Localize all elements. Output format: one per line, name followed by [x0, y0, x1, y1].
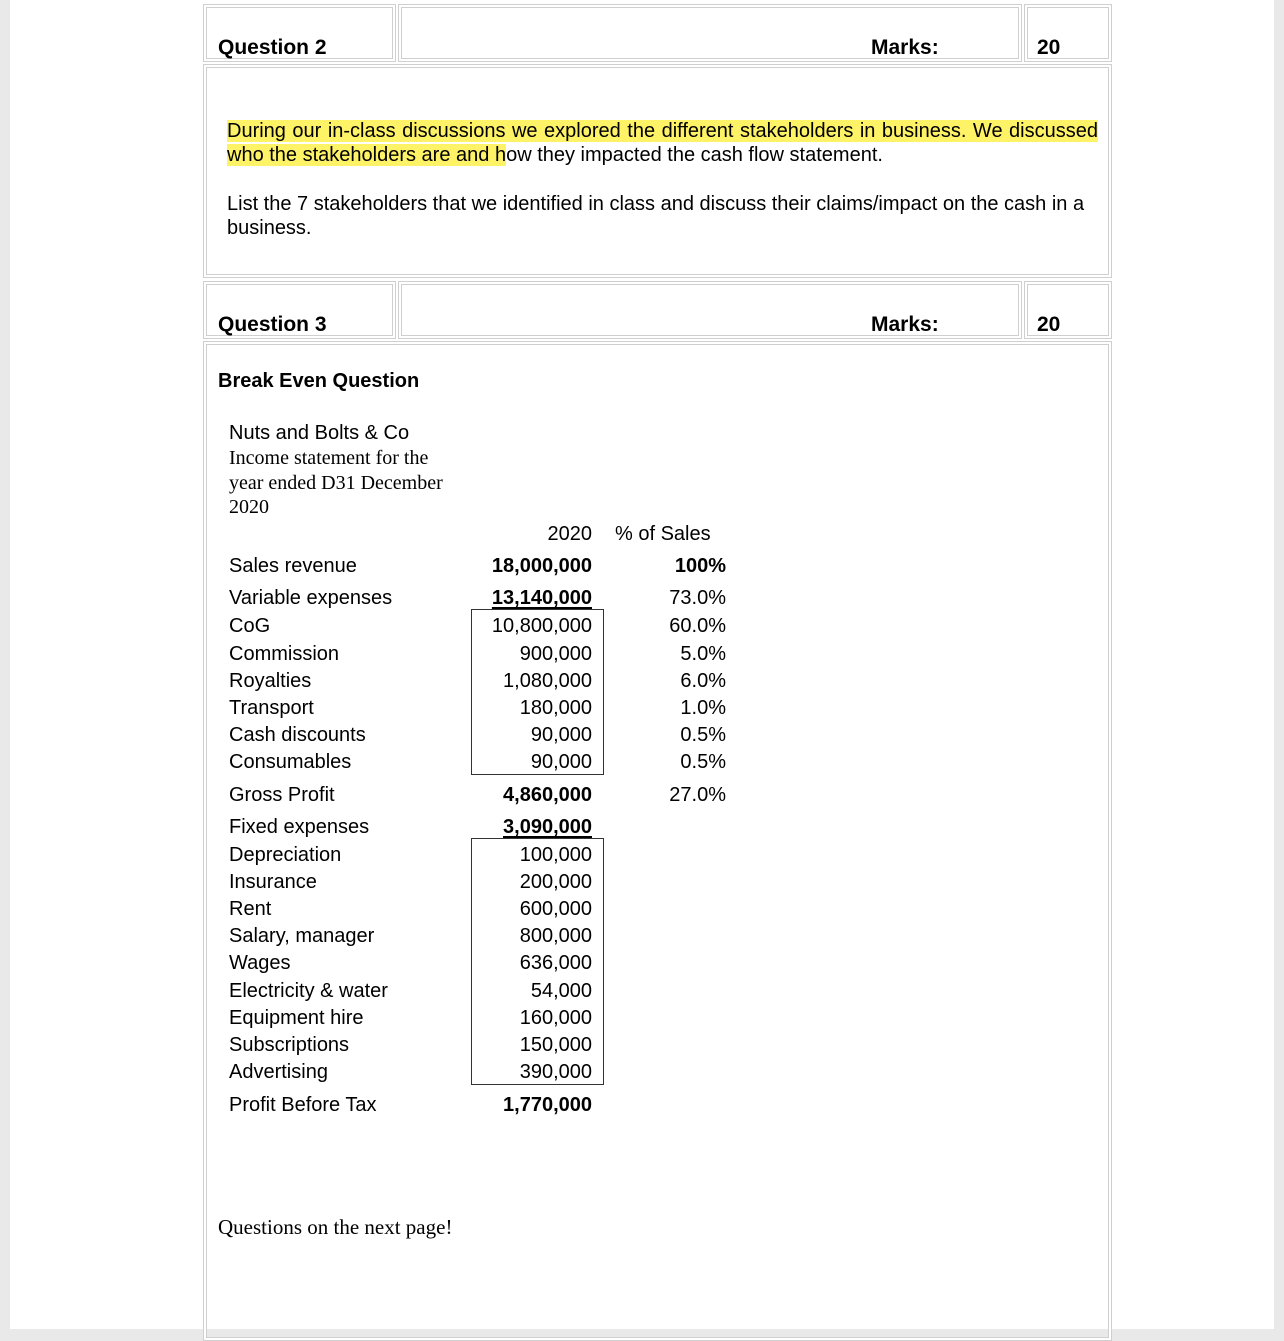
row-pct-royalties: 6.0%	[680, 670, 726, 692]
q2-paragraph-1	[227, 119, 1098, 167]
row-label-salary-manager: Salary, manager	[229, 925, 375, 947]
row-label-advertising: Advertising	[229, 1061, 328, 1083]
q2-marks-value: 20	[1037, 36, 1061, 59]
row-pct-variable-expenses: 73.0%	[669, 587, 726, 609]
row-label-royalties: Royalties	[229, 670, 312, 692]
row-value-commission: 900,000	[519, 643, 592, 665]
row-label-depreciation: Depreciation	[229, 844, 342, 866]
column-header-pct: % of Sales	[615, 523, 711, 545]
row-value-consumables: 90,000	[530, 751, 592, 773]
q2-highlighted-text: During our in-class discussions we explored the different stakeholders in business. We discussed who the stakeholders are and h	[227, 120, 1098, 166]
row-label-commission: Commission	[229, 643, 340, 665]
row-label-insurance: Insurance	[229, 871, 317, 893]
row-value-cog: 10,800,000	[491, 615, 592, 637]
q2-title: Question 2	[218, 36, 327, 59]
footer-note: Questions on the next page!	[218, 1215, 453, 1239]
row-label-transport: Transport	[229, 697, 314, 719]
row-value-wages: 636,000	[519, 952, 592, 974]
row-value-salary-manager: 800,000	[519, 925, 592, 947]
row-label-cash-discounts: Cash discounts	[229, 724, 366, 746]
row-value-insurance: 200,000	[519, 871, 592, 893]
row-label-variable-expenses: Variable expenses	[229, 587, 393, 609]
row-label-gross-profit: Gross Profit	[229, 784, 335, 806]
row-pct-commission: 5.0%	[680, 643, 726, 665]
row-label-subscriptions: Subscriptions	[229, 1034, 350, 1056]
row-value-subscriptions: 150,000	[519, 1034, 592, 1056]
statement-title: Income statement for the year ended D31 December 2020	[229, 447, 443, 518]
row-label-consumables: Consumables	[229, 751, 352, 773]
row-pct-cash-discounts: 0.5%	[680, 724, 726, 746]
row-label-rent: Rent	[229, 898, 272, 920]
row-label-wages: Wages	[229, 952, 291, 974]
q3-title: Question 3	[218, 313, 327, 336]
row-value-profit-before-tax: 1,770,000	[503, 1094, 592, 1116]
row-value-variable-expenses: 13,140,000	[491, 587, 592, 609]
q2-paragraph-2: List the 7 stakeholders that we identified in class and discuss their claims/impact on the cash in a business.	[227, 193, 1085, 239]
column-header-year: 2020	[547, 523, 592, 545]
row-label-cog: CoG	[229, 615, 271, 637]
q3-subtitle: Break Even Question	[218, 370, 420, 392]
row-pct-consumables: 0.5%	[680, 751, 726, 773]
row-value-equipment-hire: 160,000	[519, 1007, 592, 1029]
row-value-gross-profit: 4,860,000	[503, 784, 592, 806]
row-value-cash-discounts: 90,000	[530, 724, 592, 746]
q2-marks-label: Marks:	[871, 36, 939, 59]
row-pct-transport: 1.0%	[680, 697, 726, 719]
row-value-rent: 600,000	[519, 898, 592, 920]
q3-marks-label: Marks:	[871, 313, 939, 336]
row-pct-sales-revenue: 100%	[674, 555, 726, 577]
q3-marks-value: 20	[1037, 313, 1061, 336]
company-name: Nuts and Bolts & Co	[229, 422, 410, 444]
row-value-royalties: 1,080,000	[503, 670, 592, 692]
row-label-fixed-expenses: Fixed expenses	[229, 816, 370, 838]
q2-body-box	[203, 64, 1112, 278]
row-label-electricity-water: Electricity & water	[229, 980, 388, 1002]
row-value-transport: 180,000	[519, 697, 592, 719]
document-page	[10, 0, 1274, 1329]
row-pct-cog: 60.0%	[669, 615, 726, 637]
q2-paragraph-1-rest: ow they impacted the cash flow statement.	[506, 144, 883, 166]
row-label-equipment-hire: Equipment hire	[229, 1007, 364, 1029]
row-value-electricity-water: 54,000	[530, 980, 592, 1002]
row-label-sales-revenue: Sales revenue	[229, 555, 357, 577]
row-label-profit-before-tax: Profit Before Tax	[229, 1094, 377, 1116]
row-value-advertising: 390,000	[519, 1061, 592, 1083]
row-value-depreciation: 100,000	[519, 844, 592, 866]
row-value-fixed-expenses: 3,090,000	[503, 816, 592, 838]
row-pct-gross-profit: 27.0%	[669, 784, 726, 806]
row-value-sales-revenue: 18,000,000	[491, 555, 592, 577]
